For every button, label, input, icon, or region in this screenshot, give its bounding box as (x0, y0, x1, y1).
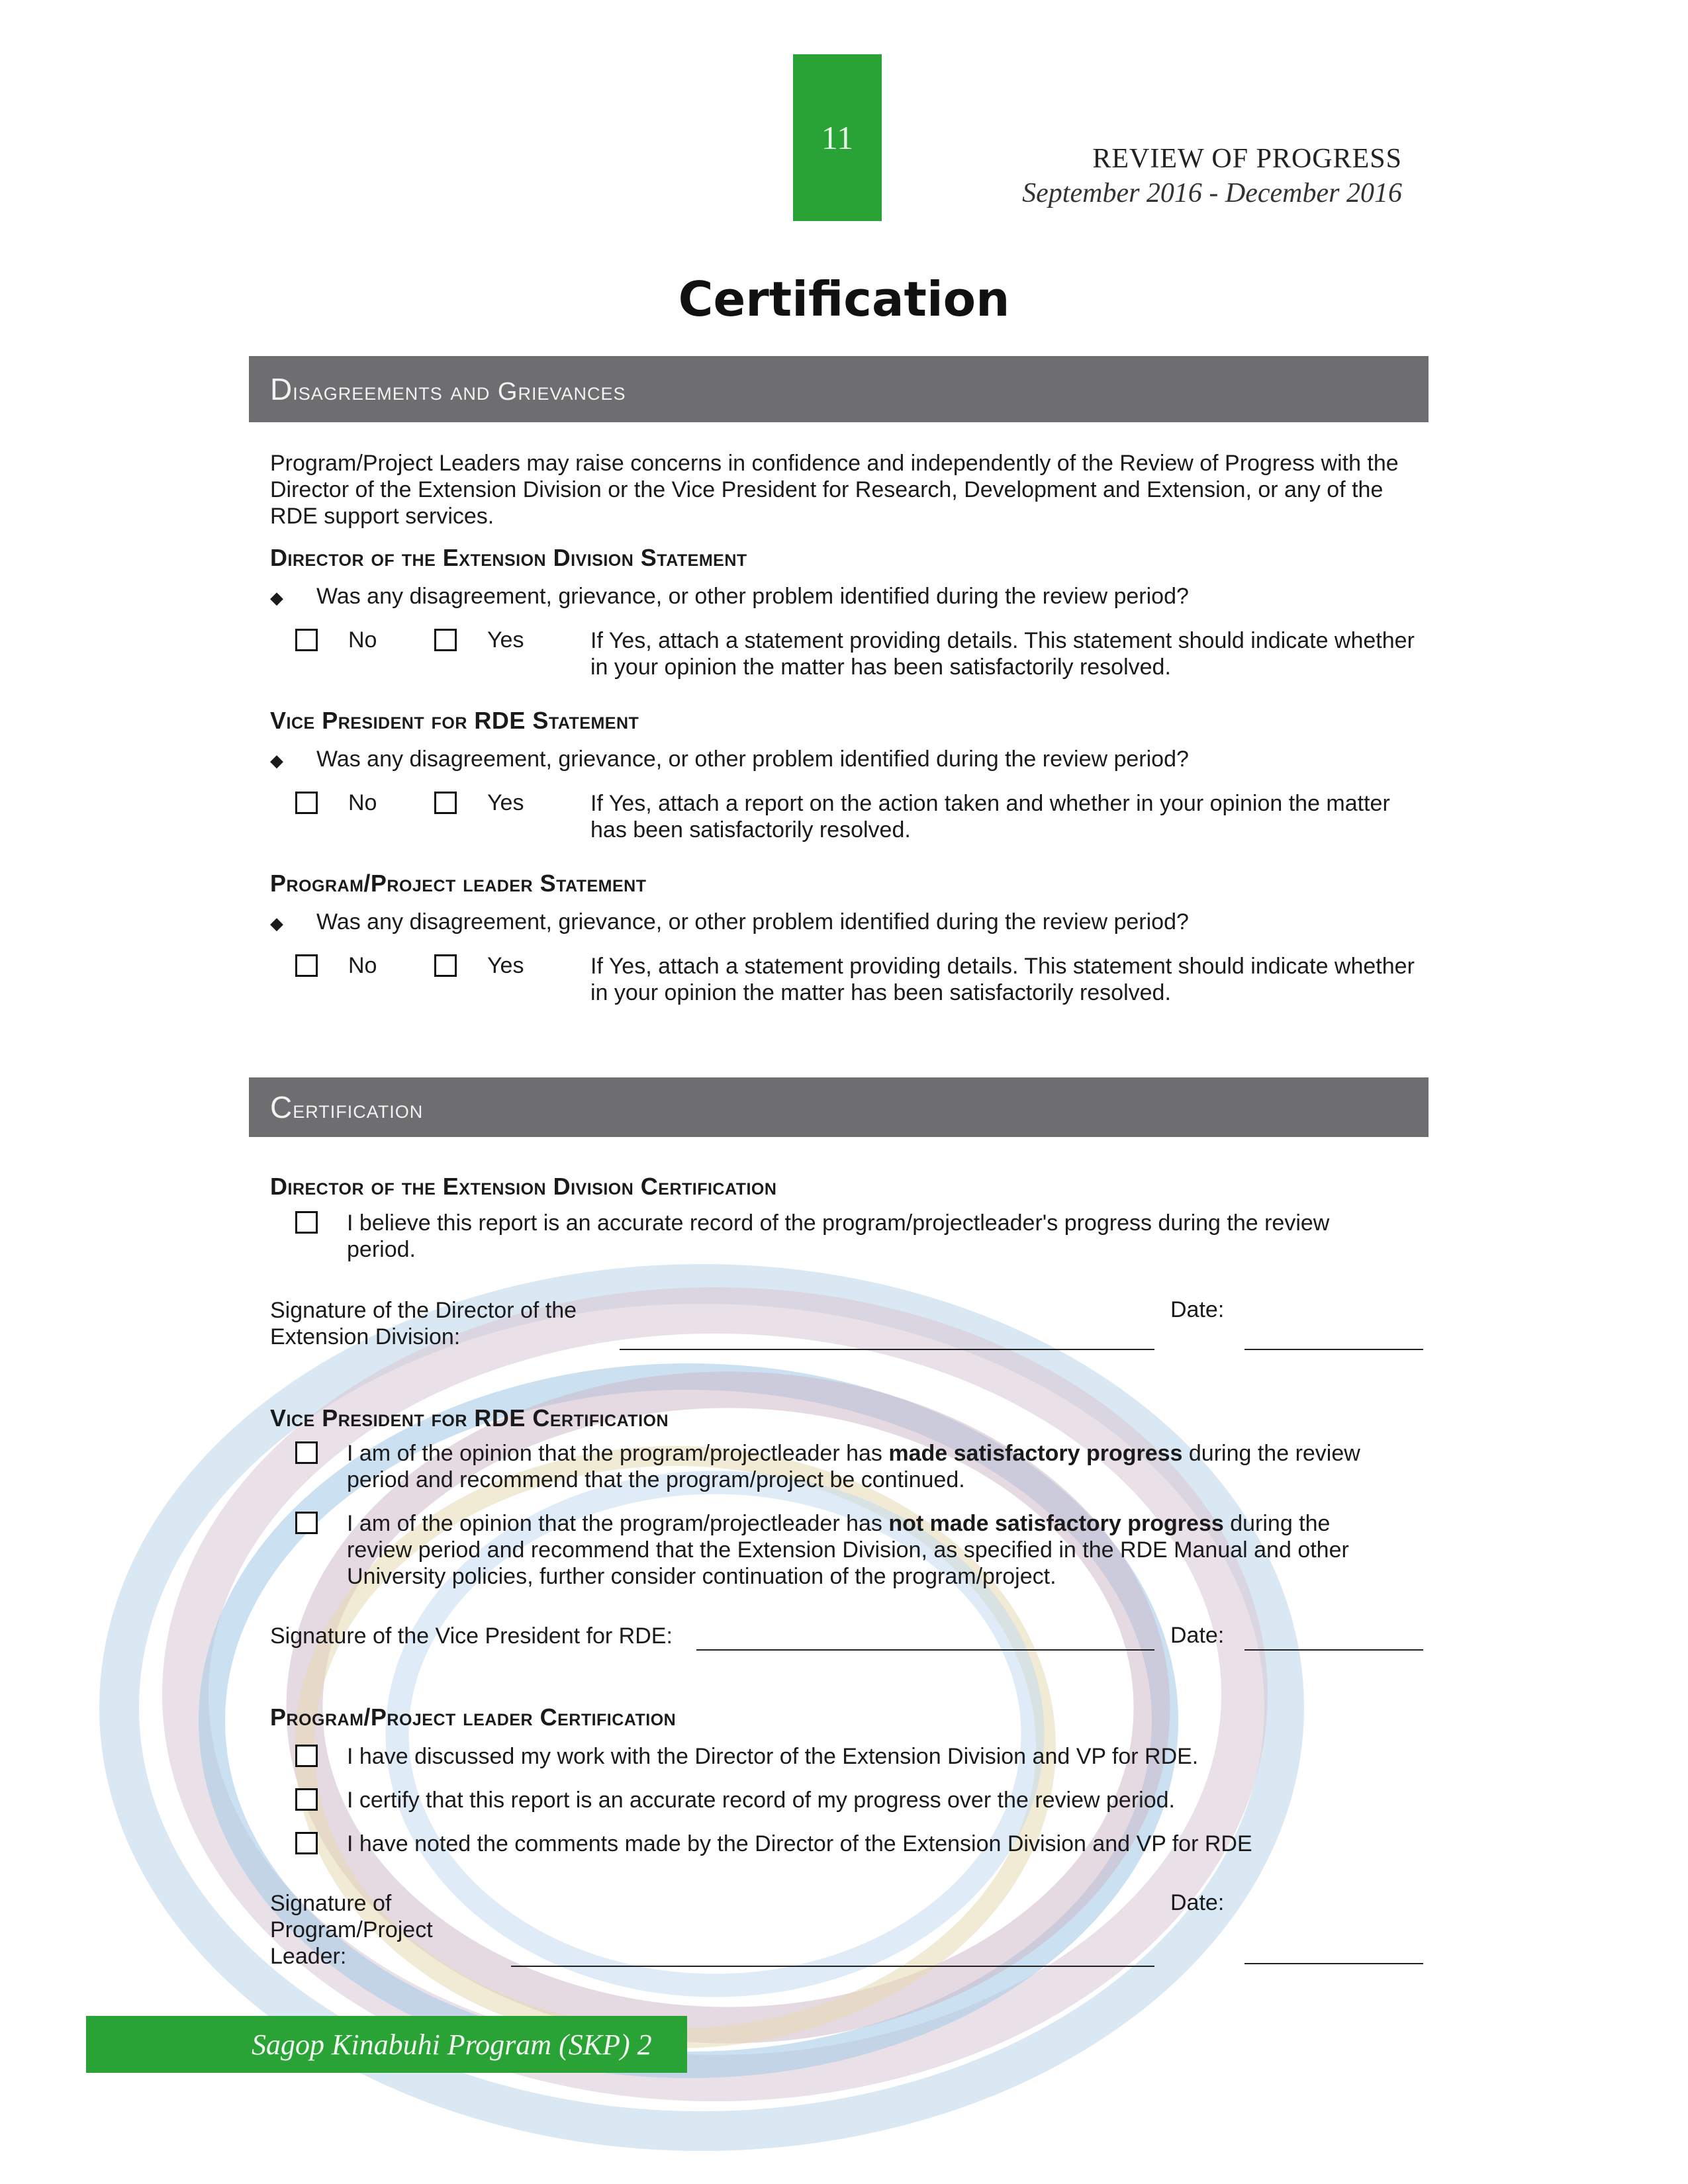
bullet-diamond-icon: ◆ (270, 587, 283, 608)
leader-certify-checkbox[interactable] (295, 1788, 318, 1811)
director-signature-line[interactable] (620, 1349, 1154, 1350)
leader-signature-line[interactable] (511, 1966, 1154, 1967)
vp-yes-note: If Yes, attach a report on the action taken and whether in your opinion the matter has been satisfactorily resolved. (590, 791, 1390, 842)
question-text: Was any disagreement, grievance, or other problem identified during the review period? (316, 584, 1189, 609)
section-bar-disagreements (249, 356, 1429, 422)
vp-date-line[interactable] (1244, 1649, 1423, 1651)
bullet-diamond-icon: ◆ (270, 913, 283, 933)
vp-not-satisfactory-text (347, 1510, 1380, 1590)
intro-paragraph: Program/Project Leaders may raise concerns in confidence and independently of the Review of Progress with the Director of the Extension Division or the Vice President for Research, Development and Extension, or any of the RDE support services. (270, 451, 1399, 529)
page-number-tab (793, 54, 882, 221)
question-text: Was any disagreement, grievance, or other problem identified during the review period? (316, 747, 1189, 772)
leader-yes-checkbox[interactable] (434, 954, 457, 977)
yes-label: Yes (487, 790, 524, 815)
leader-discussed-text: I have discussed my work with the Director of the Extension Division and VP for RDE. (347, 1744, 1199, 1769)
text-part: during the review period and recommend that the program/project be continued. (347, 1441, 1360, 1492)
vp-signature-line[interactable] (696, 1649, 1154, 1651)
vp-signature-label: Signature of the Vice President for RDE: (270, 1623, 673, 1649)
emphasis-text: made satisfactory progress (888, 1441, 1183, 1466)
director-signature-label: Signature of the Director of the Extension Division: (270, 1298, 577, 1349)
question-text: Was any disagreement, grievance, or other problem identified during the review period? (316, 909, 1189, 934)
header-subtitle: September 2016 - December 2016 (1022, 178, 1402, 208)
director-date-label: Date: (1170, 1297, 1225, 1322)
director-certification-heading: Director of the Extension Division Certification (270, 1173, 777, 1200)
leader-date-line[interactable] (1244, 1963, 1423, 1964)
director-certify-checkbox[interactable] (295, 1211, 318, 1234)
vp-certification-heading: Vice President for RDE Certification (270, 1404, 669, 1432)
text-part: I am of the opinion that the program/projectleader has (347, 1511, 889, 1536)
document-title: Certification (678, 271, 1010, 327)
director-no-checkbox[interactable] (295, 629, 318, 651)
page-number: 11 (821, 119, 854, 156)
vp-statement-heading: Vice President for RDE Statement (270, 707, 639, 734)
leader-yes-note: If Yes, attach a statement providing details. This statement should indicate whether in your opinion the matter has been satisfactorily resolved. (590, 954, 1415, 1005)
leader-date-label: Date: (1170, 1890, 1225, 1915)
leader-noted-text: I have noted the comments made by the Director of the Extension Division and VP for RDE (347, 1831, 1252, 1856)
footer-program-band (86, 2016, 687, 2073)
director-statement-question (270, 584, 1189, 610)
vp-date-label: Date: (1170, 1623, 1225, 1648)
director-statement-heading: Director of the Extension Division Statement (270, 544, 747, 571)
leader-discussed-checkbox[interactable] (295, 1745, 318, 1767)
vp-yes-checkbox[interactable] (434, 792, 457, 814)
vp-not-satisfactory-checkbox[interactable] (295, 1512, 318, 1534)
vp-statement-question (270, 747, 1189, 772)
section-bar-certification (249, 1077, 1429, 1137)
leader-certify-text: I certify that this report is an accurate record of my progress over the review period. (347, 1788, 1175, 1813)
director-date-line[interactable] (1244, 1349, 1423, 1350)
section-heading: Disagreements and Grievances (270, 372, 626, 406)
yes-label: Yes (487, 953, 524, 978)
no-label: No (348, 627, 377, 653)
leader-statement-question (270, 909, 1189, 935)
leader-statement-heading: Program/Project leader Statement (270, 870, 647, 897)
bullet-diamond-icon: ◆ (270, 750, 283, 770)
vp-no-checkbox[interactable] (295, 792, 318, 814)
director-certify-text: I believe this report is an accurate record of the program/projectleader's progress during the review period. (347, 1210, 1330, 1262)
text-part: during the review period and recommend that the Extension Division, as specified in the RDE Manual and other University policies, further consider continuation of the program/project. (347, 1511, 1349, 1589)
leader-no-checkbox[interactable] (295, 954, 318, 977)
emphasis-text: not made satisfactory progress (888, 1511, 1224, 1536)
footer-program-name: Sagop Kinabuhi Program (SKP) 2 (252, 2028, 652, 2061)
director-yes-checkbox[interactable] (434, 629, 457, 651)
vp-satisfactory-text (347, 1440, 1380, 1493)
no-label: No (348, 953, 377, 978)
yes-label: Yes (487, 627, 524, 653)
leader-certification-heading: Program/Project leader Certification (270, 1704, 677, 1731)
no-label: No (348, 790, 377, 815)
director-yes-note: If Yes, attach a statement providing details. This statement should indicate whether in your opinion the matter has been satisfactorily resolved. (590, 628, 1415, 680)
leader-signature-label: Signature of Program/Project Leader: (270, 1891, 433, 1969)
vp-satisfactory-checkbox[interactable] (295, 1441, 318, 1464)
leader-noted-checkbox[interactable] (295, 1832, 318, 1854)
header-title: REVIEW OF PROGRESS (1092, 144, 1402, 174)
text-part: I am of the opinion that the program/projectleader has (347, 1441, 889, 1466)
section-heading: Certification (270, 1090, 424, 1124)
